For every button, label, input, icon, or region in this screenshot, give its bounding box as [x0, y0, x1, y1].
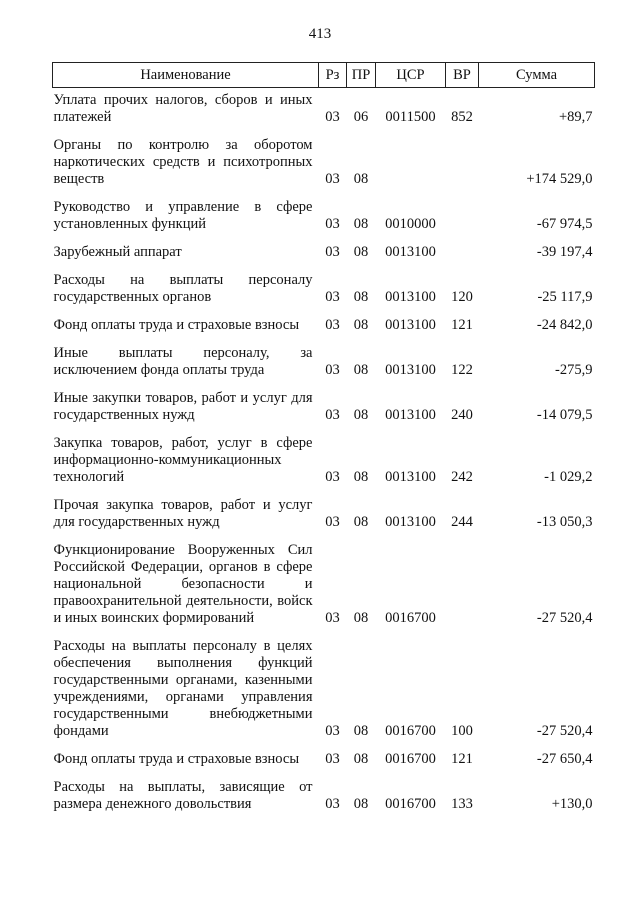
row-pr: 08	[353, 216, 369, 232]
row-vr: 242	[451, 469, 473, 485]
row-rz: 03	[325, 216, 340, 232]
row-pr: 08	[353, 244, 369, 260]
row-csr	[376, 126, 446, 188]
row-sum: -27 650,4	[536, 751, 593, 767]
row-vr	[446, 188, 479, 233]
row-sum: -14 079,5	[536, 407, 593, 423]
table-row	[53, 126, 595, 188]
row-csr: 0016700	[385, 796, 436, 812]
row-name: Функционирование Вооруженных Сил Российской Федерации, органов в сфере национальной безопасности и правоохранительной деятельности, войск и иных воинских формирований	[53, 542, 313, 626]
row-pr: 08	[353, 407, 369, 423]
row-vr	[446, 531, 479, 627]
row-rz: 03	[325, 171, 340, 187]
header-vr: ВР	[446, 63, 479, 88]
row-name: Иные закупки товаров, работ и услуг для государственных нужд	[53, 390, 313, 423]
row-csr: 0016700	[385, 723, 436, 739]
row-name: Зарубежный аппарат	[53, 244, 182, 260]
row-rz: 03	[325, 109, 340, 125]
header-pr: ПР	[347, 63, 376, 88]
row-rz: 03	[325, 751, 340, 767]
row-name: Иные выплаты персоналу, за исключением фонда оплаты труда	[53, 345, 313, 378]
row-csr: 0016700	[385, 610, 436, 626]
row-name: Закупка товаров, работ, услуг в сфере информационно-коммуникационных технологий	[53, 435, 313, 485]
row-csr: 0013100	[385, 362, 436, 378]
row-rz: 03	[325, 723, 340, 739]
header-csr: ЦСР	[376, 63, 446, 88]
header-rz: Рз	[319, 63, 347, 88]
row-name: Фонд оплаты труда и страховые взносы	[53, 317, 300, 333]
row-pr: 08	[353, 796, 369, 812]
row-name: Прочая закупка товаров, работ и услуг для государственных нужд	[53, 497, 313, 530]
row-rz: 03	[325, 514, 340, 530]
row-vr: 244	[451, 514, 473, 530]
row-rz: 03	[325, 796, 340, 812]
row-csr: 0013100	[385, 244, 436, 260]
row-rz: 03	[325, 407, 340, 423]
row-pr: 08	[353, 751, 369, 767]
row-sum: +89,7	[558, 109, 593, 125]
table-row	[53, 306, 595, 334]
table-row	[53, 424, 595, 486]
table-row	[53, 379, 595, 424]
row-pr: 06	[353, 109, 369, 125]
table-row	[53, 188, 595, 233]
row-vr: 122	[451, 362, 473, 378]
header-sum: Сумма	[479, 63, 595, 88]
row-vr: 133	[451, 796, 473, 812]
row-name: Расходы на выплаты, зависящие от размера денежного довольствия	[53, 779, 313, 812]
table-row	[53, 88, 595, 127]
table-row	[53, 486, 595, 531]
table-row	[53, 334, 595, 379]
row-vr	[446, 126, 479, 188]
row-name: Органы по контролю за оборотом наркотических средств и психотропных веществ	[53, 137, 313, 187]
table-header-row	[53, 63, 595, 88]
row-pr: 08	[353, 514, 369, 530]
row-name: Фонд оплаты труда и страховые взносы	[53, 751, 300, 767]
row-rz: 03	[325, 610, 340, 626]
row-sum: -27 520,4	[536, 610, 593, 626]
row-vr: 120	[451, 289, 473, 305]
row-sum: +174 529,0	[526, 171, 593, 187]
row-vr: 121	[451, 751, 473, 767]
row-rz: 03	[325, 362, 340, 378]
row-rz: 03	[325, 469, 340, 485]
row-pr: 08	[353, 469, 369, 485]
row-name: Расходы на выплаты персоналу государственных органов	[53, 272, 313, 305]
budget-table	[52, 62, 595, 813]
row-csr: 0010000	[385, 216, 436, 232]
row-pr: 08	[353, 317, 369, 333]
row-sum: +130,0	[551, 796, 593, 812]
row-csr: 0013100	[385, 514, 436, 530]
row-sum: -39 197,4	[536, 244, 593, 260]
row-sum: -25 117,9	[537, 289, 593, 305]
table-row	[53, 768, 595, 813]
row-csr: 0013100	[385, 289, 436, 305]
row-csr: 0013100	[385, 317, 436, 333]
row-csr: 0016700	[385, 751, 436, 767]
page-number: 413	[308, 26, 332, 42]
row-vr: 121	[451, 317, 473, 333]
row-sum: -1 029,2	[544, 469, 593, 485]
row-vr: 852	[451, 109, 473, 125]
row-sum: -275,9	[555, 362, 593, 378]
table-row	[53, 531, 595, 627]
row-rz: 03	[325, 289, 340, 305]
row-rz: 03	[325, 317, 340, 333]
row-vr	[446, 233, 479, 261]
row-vr: 100	[451, 723, 473, 739]
row-pr: 08	[353, 723, 369, 739]
table-row	[53, 740, 595, 768]
row-csr: 0013100	[385, 469, 436, 485]
row-pr: 08	[353, 289, 369, 305]
row-sum: -27 520,4	[536, 723, 593, 739]
row-pr: 08	[353, 610, 369, 626]
row-name: Руководство и управление в сфере установленных функций	[53, 199, 313, 232]
row-name: Расходы на выплаты персоналу в целях обеспечения выполнения функций государственными органами, казенными учреждениями, органами управления государственными внебюджетными фондами	[53, 638, 313, 739]
row-sum: -13 050,3	[536, 514, 593, 530]
table-row	[53, 233, 595, 261]
row-sum: -67 974,5	[536, 216, 593, 232]
row-rz: 03	[325, 244, 340, 260]
table-row	[53, 261, 595, 306]
row-vr: 240	[451, 407, 473, 423]
row-csr: 0011500	[385, 109, 436, 125]
table-body	[53, 88, 595, 814]
table-row	[53, 627, 595, 740]
row-sum: -24 842,0	[536, 317, 593, 333]
row-name: Уплата прочих налогов, сборов и иных платежей	[53, 92, 313, 125]
row-pr: 08	[353, 362, 369, 378]
header-name: Наименование	[53, 63, 319, 88]
row-csr: 0013100	[385, 407, 436, 423]
row-pr: 08	[353, 171, 369, 187]
